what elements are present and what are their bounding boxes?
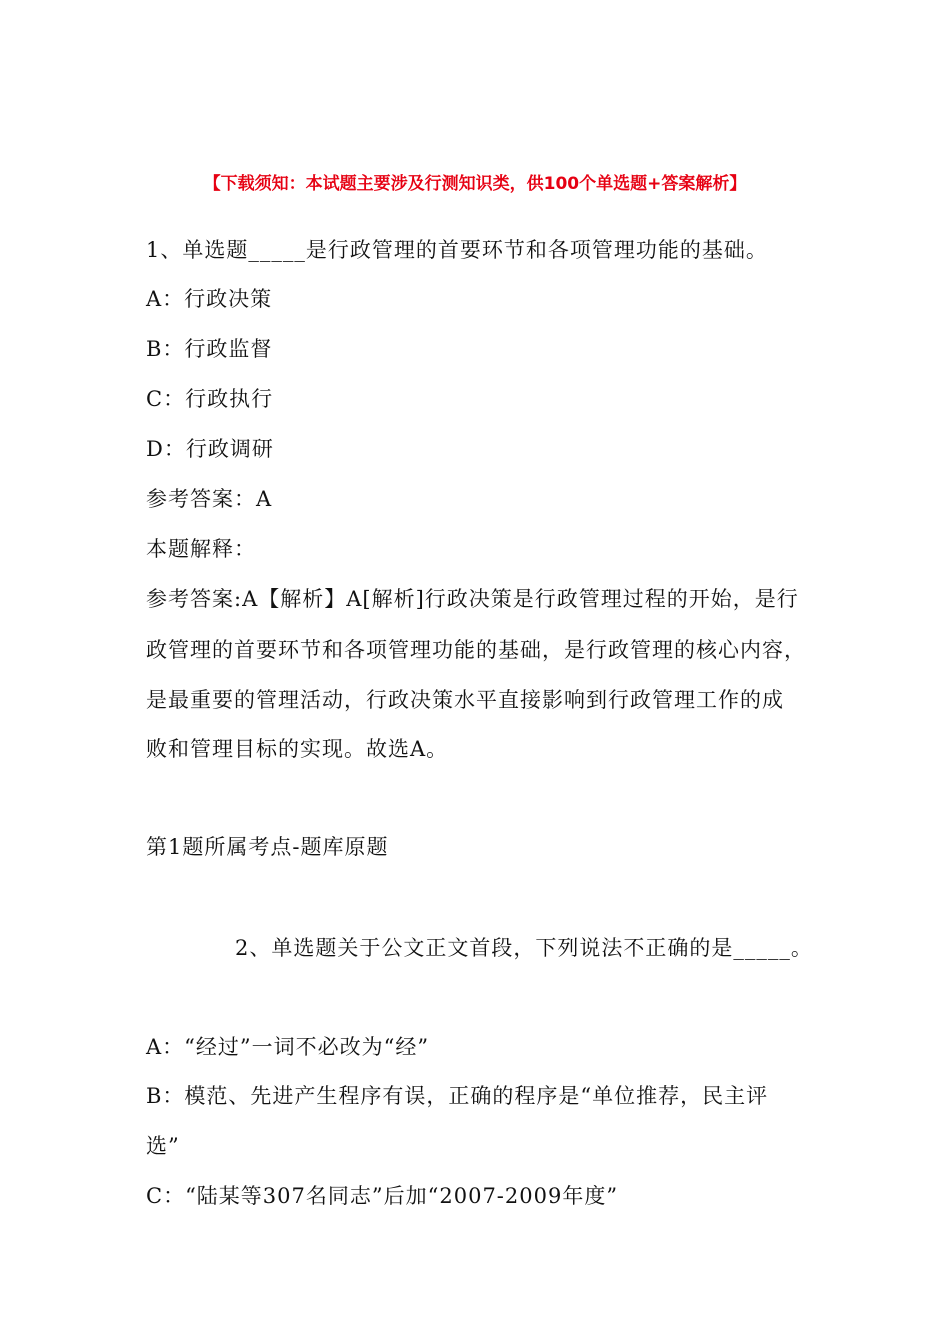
download-notice: 【下载须知：本试题主要涉及行测知识类，供100个单选题+答案解析】 xyxy=(203,174,747,194)
question-1-explain-line: 是最重要的管理活动，行政决策水平直接影响到行政管理工作的成 xyxy=(146,688,784,712)
question-1-explain-line: 败和管理目标的实现。故选A。 xyxy=(146,737,449,761)
question-2-stem: 2、单选题关于公文正文首段，下列说法不正确的是_____。 xyxy=(235,936,813,960)
question-2-option-b: B：模范、先进产生程序有误，正确的程序是“单位推荐，民主评 xyxy=(146,1084,769,1108)
question-1-option-a: A：行政决策 xyxy=(146,287,273,311)
question-1-option-d: D：行政调研 xyxy=(146,437,274,461)
question-2-option-b-continued: 选” xyxy=(146,1134,180,1158)
question-2-option-c: C：“陆某等307名同志”后加“2007-2009年度” xyxy=(146,1184,619,1208)
question-1-explain-line: 参考答案:A【解析】A[解析]行政决策是行政管理过程的开始，是行 xyxy=(146,587,799,611)
question-1-explain-label: 本题解释： xyxy=(146,537,256,561)
question-1-answer: 参考答案：A xyxy=(146,487,273,511)
question-1-option-c: C：行政执行 xyxy=(146,387,274,411)
question-2-option-a: A：“经过”一词不必改为“经” xyxy=(146,1035,430,1059)
question-1-stem: 1、单选题_____是行政管理的首要环节和各项管理功能的基础。 xyxy=(146,238,768,262)
question-1-explain-line: 政管理的首要环节和各项管理功能的基础，是行政管理的核心内容， xyxy=(146,638,806,662)
question-1-option-b: B：行政监督 xyxy=(146,337,273,361)
question-1-topic: 第1题所属考点-题库原题 xyxy=(146,835,389,859)
